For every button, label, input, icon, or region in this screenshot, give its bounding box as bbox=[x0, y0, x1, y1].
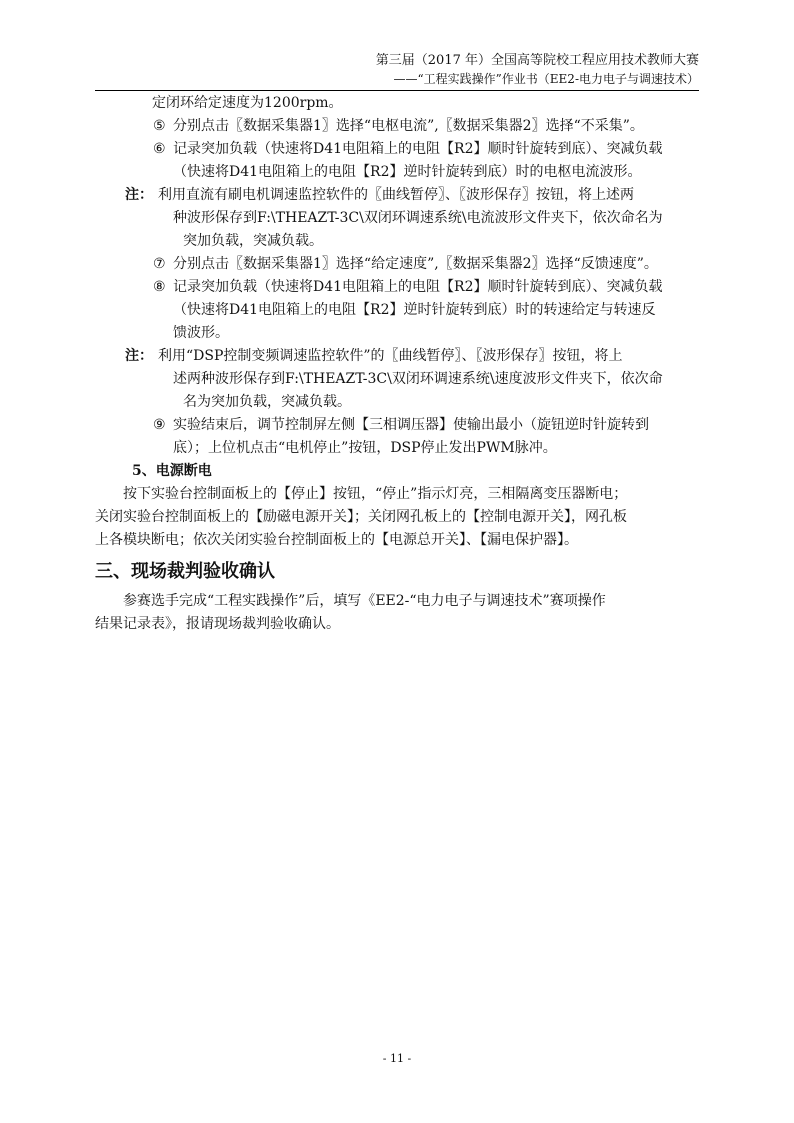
paragraph-acceptance-line-2: 结果记录表》，报请现场裁判验收确认。 bbox=[95, 616, 340, 632]
step-6-text-2: （快速将D41电阻箱上的电阻【R2】逆时针旋转到底）时的电枢电流波形。 bbox=[173, 164, 642, 180]
step-6 bbox=[95, 138, 699, 184]
header-rule bbox=[95, 90, 699, 91]
continuation-line: 定闭环给定速度为1200rpm。 bbox=[152, 95, 343, 111]
step-9-text-2: 底）；上位机点击“电机停止”按钮，DSP停止发出PWM脉冲。 bbox=[173, 440, 557, 456]
header-line-1: 第三届（2017 年）全国高等院校工程应用技术教师大赛 bbox=[375, 53, 699, 68]
step-8-text-3: 馈波形。 bbox=[173, 325, 229, 341]
page-number: - 11 - bbox=[382, 1052, 412, 1065]
note-1-text-2: 种波形保存到F:\THEAZT-3C\双闭环调速系统\电流波形文件夹下，依次命名为 bbox=[173, 210, 663, 226]
paragraph-power-off-line-3: 上各模块断电；依次关闭实验台控制面板上的【电源总开关】、【漏电保护器】。 bbox=[95, 532, 578, 548]
header-line-2: ——“工程实践操作”作业书（EE2-电力电子与调速技术） bbox=[393, 72, 699, 86]
note-1-text-1: 利用直流有刷电机调速监控软件的〖曲线暂停〗、〖波形保存〗按钮，将上述两 bbox=[158, 187, 634, 203]
step-6-number: ⑥ bbox=[153, 141, 166, 157]
note-2 bbox=[95, 345, 699, 414]
note-2-text-2: 述两种波形保存到F:\THEAZT-3C\双闭环调速系统\速度波形文件夹下，依次命 bbox=[173, 371, 663, 387]
step-8-text-1: 记录突加负载（快速将D41电阻箱上的电阻【R2】顺时针旋转到底）、突减负载 bbox=[173, 279, 663, 295]
note-2-text-1: 利用“DSP控制变频调速监控软件”的〖曲线暂停〗、〖波形保存〗按钮，将上 bbox=[158, 348, 623, 364]
step-7 bbox=[95, 253, 699, 276]
step-5-number: ⑤ bbox=[153, 118, 166, 134]
paragraph-power-off bbox=[95, 483, 699, 552]
step-9-number: ⑨ bbox=[153, 417, 166, 433]
step-7-number: ⑦ bbox=[153, 256, 166, 272]
step-9-text-1: 实验结束后，调节控制屏左侧【三相调压器】使输出最小（旋钮逆时针旋转到 bbox=[173, 417, 649, 433]
step-8-number: ⑧ bbox=[153, 279, 166, 295]
step-7-text: 分别点击〖数据采集器1〗选择“给定速度”,〖数据采集器2〗选择“反馈速度”。 bbox=[173, 256, 658, 272]
step-5-text: 分别点击〖数据采集器1〗选择“电枢电流”,〖数据采集器2〗选择“不采集”。 bbox=[173, 118, 644, 134]
document-body bbox=[95, 92, 699, 636]
paragraph-power-off-line-2: 关闭实验台控制面板上的【励磁电源开关】；关闭网孔板上的【控制电源开关】，网孔板 bbox=[95, 509, 627, 525]
page-header bbox=[95, 52, 699, 88]
note-2-text-3: 名为突加负载，突减负载。 bbox=[183, 394, 351, 410]
note-1 bbox=[95, 184, 699, 253]
section-title-acceptance: 三、现场裁判验收确认 bbox=[95, 561, 275, 582]
step-8 bbox=[95, 276, 699, 345]
paragraph-acceptance-line-1: 参赛选手完成“工程实践操作”后，填写《EE2-“电力电子与调速技术”赛项操作 bbox=[123, 593, 606, 609]
note-1-text-3: 突加负载，突减负载。 bbox=[183, 233, 323, 249]
step-8-text-2: （快速将D41电阻箱上的电阻【R2】逆时针旋转到底）时的转速给定与转速反 bbox=[173, 302, 656, 318]
subsection-title-power-off: 5、电源断电 bbox=[132, 463, 212, 479]
paragraph-power-off-line-1: 按下实验台控制面板上的【停止】按钮，“停止”指示灯亮，三相隔离变压器断电； bbox=[123, 486, 628, 502]
note-2-label: 注： bbox=[125, 348, 153, 364]
paragraph-acceptance bbox=[95, 590, 699, 636]
note-1-label: 注： bbox=[125, 187, 153, 203]
step-9 bbox=[95, 414, 699, 460]
step-5 bbox=[95, 115, 699, 138]
step-6-text-1: 记录突加负载（快速将D41电阻箱上的电阻【R2】顺时针旋转到底）、突减负载 bbox=[173, 141, 663, 157]
